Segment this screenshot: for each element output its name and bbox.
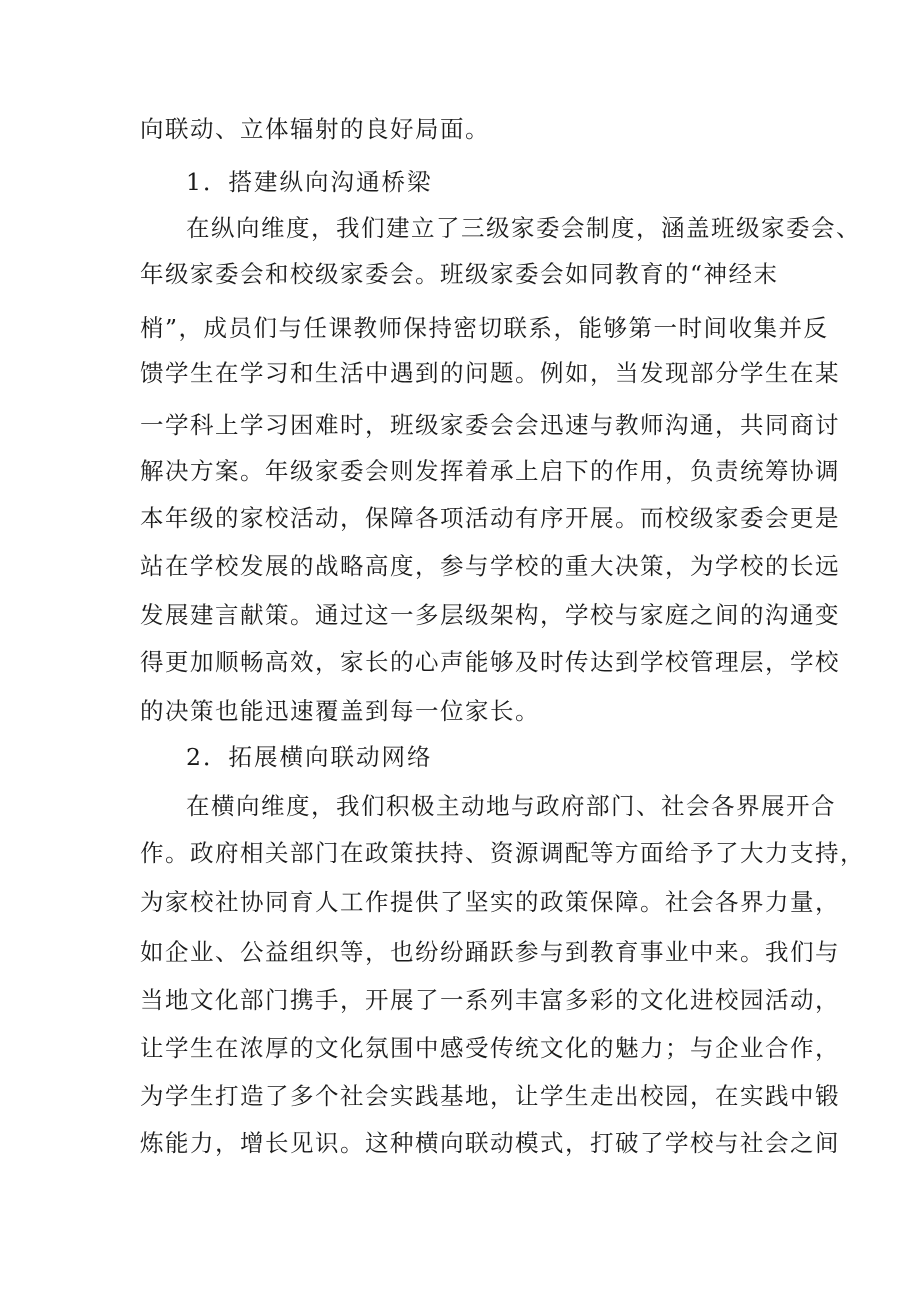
text-line: 作。政府相关部门在政策扶持、资源调配等方面给予了大力支持， (140, 839, 865, 867)
section-heading: 1．搭建纵向沟通桥梁 (186, 168, 433, 196)
text-line: 在纵向维度，我们建立了三级家委会制度，涵盖班级家委会、 (186, 214, 861, 242)
text-line: 馈学生在学习和生活中遇到的问题。例如，当发现部分学生在某 (140, 359, 840, 387)
text-line: 如企业、公益组织等，也纷纷踊跃参与到教育事业中来。我们与 (140, 938, 840, 966)
text-line: 在横向维度，我们积极主动地与政府部门、社会各界展开合 (186, 792, 836, 820)
text-line: 的决策也能迅速覆盖到每一位家长。 (140, 697, 540, 725)
text-line: 当地文化部门携手，开展了一系列丰富多彩的文化进校园活动， (140, 986, 840, 1014)
text-line: 梢”，成员们与任课教师保持密切联系，能够第一时间收集并反 (140, 314, 829, 342)
text-line: 向联动、立体辐射的良好局面。 (140, 115, 490, 143)
section-heading: 2．拓展横向联动网络 (186, 743, 433, 771)
text-line: 本年级的家校活动，保障各项活动有序开展。而校级家委会更是 (140, 504, 840, 532)
text-line: 一学科上学习困难时，班级家委会会迅速与教师沟通，共同商讨 (140, 411, 840, 439)
text-line: 年级家委会和校级家委会。班级家委会如同教育的“神经末 (140, 260, 779, 288)
text-line: 为学生打造了多个社会实践基地，让学生走出校园，在实践中锻 (140, 1082, 840, 1110)
text-line: 解决方案。年级家委会则发挥着承上启下的作用，负责统筹协调 (140, 457, 840, 485)
text-line: 让学生在浓厚的文化氛围中感受传统文化的魅力；与企业合作， (140, 1034, 840, 1062)
text-line: 炼能力，增长见识。这种横向联动模式，打破了学校与社会之间 (140, 1129, 840, 1157)
text-line: 得更加顺畅高效，家长的心声能够及时传达到学校管理层，学校 (140, 648, 840, 676)
text-line: 站在学校发展的战略高度，参与学校的重大决策，为学校的长远 (140, 552, 840, 580)
text-line: 为家校社协同育人工作提供了坚实的政策保障。社会各界力量， (140, 888, 840, 916)
text-line: 发展建言献策。通过这一多层级架构，学校与家庭之间的沟通变 (140, 601, 840, 629)
